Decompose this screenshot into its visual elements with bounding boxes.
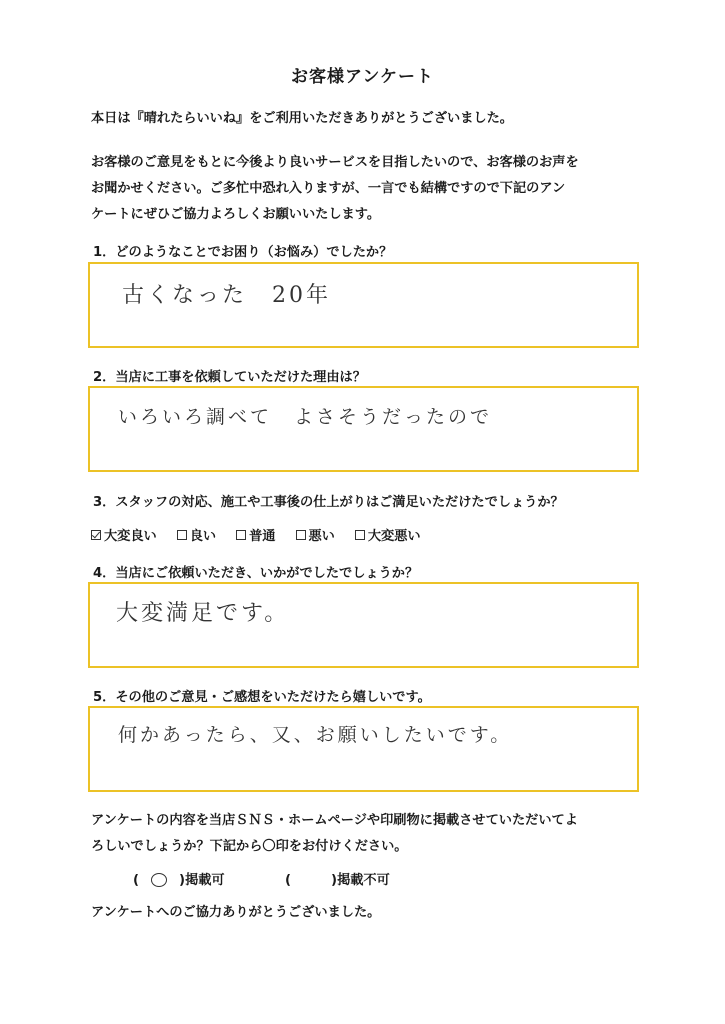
question-4-label: 4．当店にご依頼いただき、いかがでしたでしょうか？ <box>93 566 419 581</box>
question-3-label: 3．スタッフの対応、施工や工事後の仕上がりはご満足いただけたでしょうか？ <box>93 495 564 510</box>
option-bad[interactable]: 悪い <box>296 525 335 544</box>
question-2-label: 2．当店に工事を依頼していただけた理由は？ <box>93 370 366 385</box>
handwritten-answer-4: 大変満足です。 <box>116 601 290 626</box>
request-line: ケートにぜひご協力よろしくお願いいたします。 <box>91 207 381 222</box>
checkbox-checked-icon[interactable] <box>91 530 101 540</box>
answer-box-4[interactable] <box>88 582 639 668</box>
option-good[interactable]: 良い <box>177 525 216 544</box>
permission-denied[interactable]: ( )掲載不可 <box>285 873 390 888</box>
publish-line: アンケートの内容を当店ＳＮＳ・ホームページや印刷物に掲載させていただいてよ <box>91 813 578 828</box>
request-line: お客様のご意見をもとに今後より良いサービスを目指したいので、お客様のお声を <box>91 155 579 170</box>
question-1-label: 1．どのようなことでお困り（お悩み）でしたか？ <box>93 245 393 260</box>
checkbox-icon[interactable] <box>296 530 306 540</box>
checkbox-icon[interactable] <box>355 530 365 540</box>
handwritten-answer-1: 古くなった 20年 <box>122 283 331 308</box>
checkbox-icon[interactable] <box>236 530 246 540</box>
question-5-label: 5．その他のご意見・ご感想をいただけたら嬉しいです。 <box>93 690 431 705</box>
intro-text: 本日は『晴れたらいいね』をご利用いただきありがとうございました。 <box>91 111 513 126</box>
survey-title: お客様アンケート <box>291 67 434 87</box>
circle-mark-icon <box>151 873 167 887</box>
thanks-text: アンケートへのご協力ありがとうございました。 <box>91 905 381 920</box>
publish-line: ろしいでしょうか？下記から〇印をお付けください。 <box>91 839 408 854</box>
request-text <box>91 150 579 228</box>
request-line: お聞かせください。ご多忙中恐れ入りますが、一言でも結構ですので下記のアン <box>91 181 566 196</box>
satisfaction-options <box>91 525 421 544</box>
option-very-bad[interactable]: 大変悪い <box>355 525 421 544</box>
handwritten-answer-5: 何かあったら、又、お願いしたいです。 <box>118 724 513 746</box>
checkbox-icon[interactable] <box>177 530 187 540</box>
handwritten-answer-2: いろいろ調べて よさそうだったので <box>118 406 493 428</box>
publish-text <box>91 808 578 860</box>
permission-allowed[interactable]: ( )掲載可 <box>133 873 225 888</box>
option-average[interactable]: 普通 <box>236 525 275 544</box>
answer-box-1[interactable] <box>88 262 639 348</box>
answer-box-5[interactable] <box>88 706 639 792</box>
answer-box-2[interactable] <box>88 386 639 472</box>
option-very-good[interactable]: 大変良い <box>91 525 157 544</box>
